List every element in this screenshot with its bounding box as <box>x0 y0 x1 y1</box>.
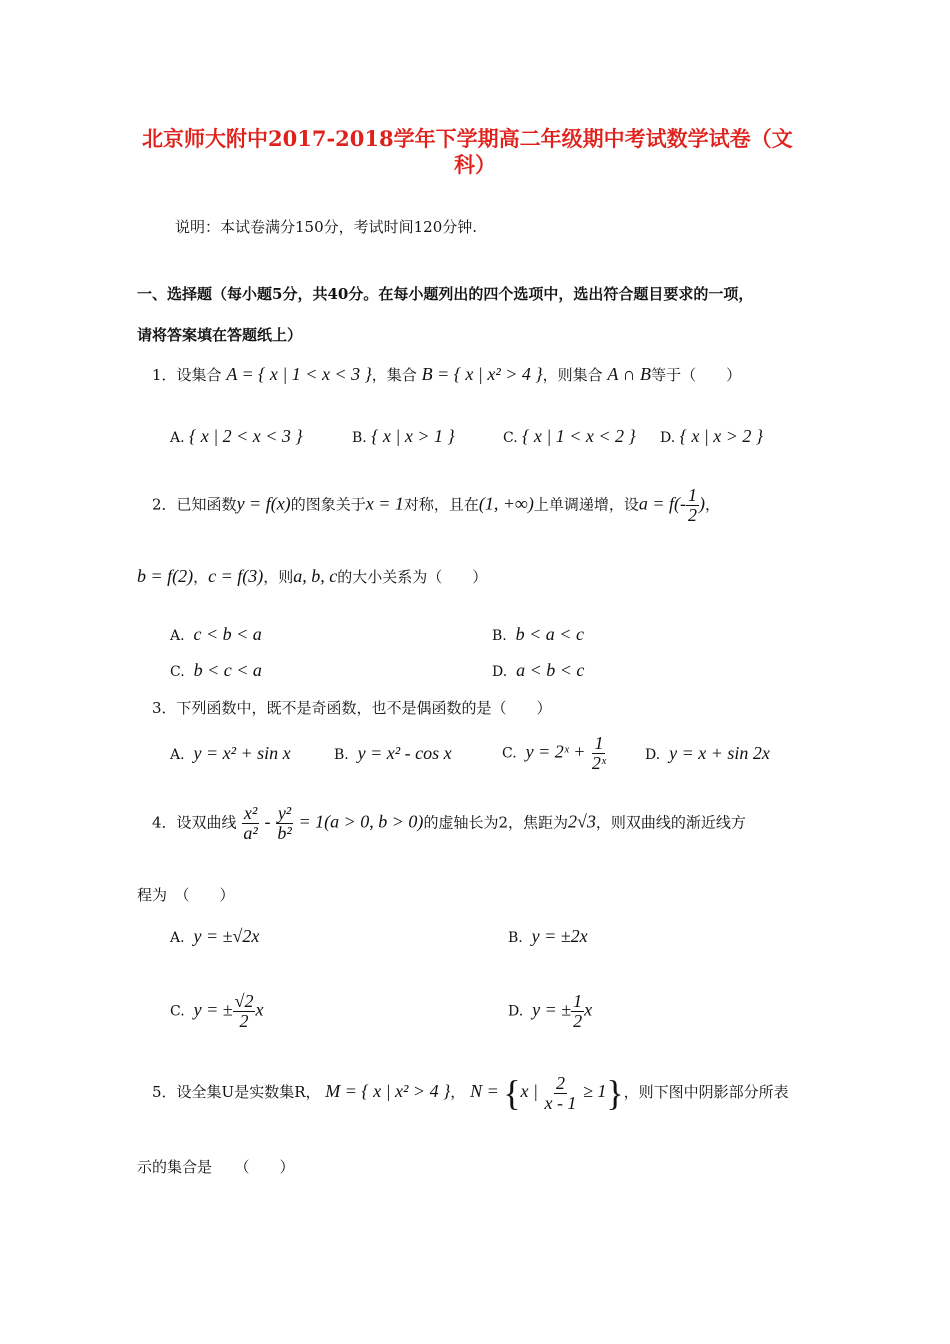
option-math: y = ±2x <box>531 926 588 946</box>
question-text: ，则集合 <box>542 366 603 384</box>
math-fraction: $\frac{1}{2}$ <box>687 485 697 525</box>
option-label: C. <box>502 745 517 762</box>
question-number: 3． <box>152 699 177 717</box>
question-4-cont: 程为 （ ） <box>137 886 235 904</box>
question-text: 的图象关于 <box>290 495 366 514</box>
option-math: b < a < c <box>515 624 584 644</box>
math-c-def: c = f(3) <box>208 566 264 586</box>
math-fraction: $\frac{\text{y²}}{\text{b²}}$ <box>277 803 292 843</box>
option-math: { x | 1 < x < 2 } <box>522 426 636 446</box>
option-math: y = x² - cos x <box>357 743 452 763</box>
option-label: D. <box>492 664 508 680</box>
option-label: B. <box>334 747 349 763</box>
option-math: { x | x > 1 } <box>371 426 455 446</box>
question-number: 2． <box>152 495 177 514</box>
option-label: C. <box>170 1003 185 1020</box>
math-fraction: $\frac{1}{2}$ <box>573 991 583 1031</box>
question-text: 对称，且在 <box>403 495 479 514</box>
question-1 <box>152 364 741 385</box>
option-d <box>645 743 770 764</box>
option-label: C. <box>503 430 518 446</box>
math-expression: A ∩ B <box>607 364 652 384</box>
option-math: { x | x > 2 } <box>679 426 764 446</box>
question-5-cont: 示的集合是 （ ） <box>137 1158 295 1176</box>
math-axis: x = 1 <box>365 493 404 514</box>
question-2: 2．已知函数y = f(x)的图象关于x = 1对称，且在(1, +∞)上单调递增，设a = f(- $\frac{1}{2}$ )， <box>152 485 720 525</box>
option-math: { x | 2 < x < 3 } <box>189 426 303 446</box>
math-set-a: A = { x | 1 < x < 3 } <box>226 364 372 384</box>
option-math: b < c < a <box>193 660 262 680</box>
option-b <box>334 743 452 764</box>
section-heading-line1: 一、选择题（每小题5分，共40分。在每小题列出的四个选项中，选出符合题目要求的一项， <box>137 285 754 303</box>
option-math: c < b < a <box>193 624 262 644</box>
option-label: D. <box>660 430 676 446</box>
option-c <box>170 660 262 681</box>
page-title-line1: 北京师大附中2017-2018学年下学期高二年级期中考试数学试卷（文 <box>142 126 793 151</box>
math-interval: (1, +∞) <box>478 493 534 514</box>
option-d: D. y = ± $\frac{1}{2}$ x <box>508 991 593 1031</box>
option-a <box>170 426 303 447</box>
option-c <box>502 734 608 773</box>
math-fraction: $\frac{1}{\text{2ˣ}}$ <box>591 733 606 773</box>
option-label: A. <box>170 628 185 644</box>
math-equation: = 1(a > 0, b > 0) <box>298 811 424 832</box>
option-c: C. y = ± $\frac{√2}{2}$ x <box>170 991 264 1031</box>
math-set-b: B = { x | x² > 4 } <box>421 364 543 384</box>
question-text: 下列函数中，既不是奇函数，也不是偶函数的是（ ） <box>176 699 552 717</box>
option-math: y = x + sin 2x <box>669 743 770 763</box>
question-text: ，则双曲线的渐近线方 <box>595 813 746 832</box>
math-focal: 2√3 <box>567 811 596 832</box>
option-b <box>352 426 455 447</box>
option-a <box>170 743 291 764</box>
exam-note: 说明：本试卷满分150分，考试时间120分钟. <box>175 218 478 236</box>
option-a <box>170 624 262 645</box>
option-label: B. <box>352 430 367 446</box>
question-text: 设集合 <box>176 366 222 384</box>
option-label: D. <box>508 1003 524 1020</box>
question-text: 等于（ ） <box>651 366 742 384</box>
option-label: C. <box>170 664 185 680</box>
option-label: A. <box>170 430 185 446</box>
section-heading-line2: 请将答案填在答题纸上） <box>137 326 303 344</box>
question-5: 5．设全集U是实数集R， M = { x | x² > 4 }， N = {x | $\frac{2}{x - 1}$ ≥ 1}，则下图中阴影部分所表 <box>152 1072 789 1113</box>
option-d <box>660 426 763 447</box>
math-a-def: a = f(- <box>638 493 686 514</box>
option-math: y = x² + sin x <box>193 743 291 763</box>
math-set-m: M = { x | x² > 4 } <box>325 1081 451 1102</box>
option-label: A. <box>170 930 185 946</box>
question-text: 设双曲线 <box>176 813 237 832</box>
question-text: 的虚轴长为2，焦距为 <box>423 813 568 832</box>
math-set-n: N = {x | $\frac{2}{x - 1}$ ≥ 1} <box>470 1072 624 1113</box>
question-number: 4． <box>152 813 177 832</box>
option-c <box>503 426 636 447</box>
question-3 <box>152 697 552 718</box>
question-number: 1． <box>152 366 177 384</box>
question-text: 设全集U是实数集R， <box>176 1083 321 1102</box>
question-text: ，集合 <box>371 366 417 384</box>
option-b <box>492 624 584 645</box>
math-function: y = f(x) <box>236 493 291 514</box>
math-variables: a, b, c <box>293 566 338 586</box>
option-label: D. <box>645 747 661 763</box>
option-label: B. <box>508 930 523 946</box>
option-d <box>492 660 584 681</box>
option-a <box>170 926 259 947</box>
question-4: 4．设双曲线 $\frac{\text{x²}}{\text{a²}}$ - $\frac{\text{y²}}{\text{b²}}$ = 1(a > 0, b > 0)的虚轴长为2，焦距为2√3，则双曲线的渐近线方 <box>152 803 746 843</box>
option-label: A. <box>170 747 185 763</box>
option-math: y = ±√2x <box>193 926 260 946</box>
page-title-line2: 科） <box>454 152 496 177</box>
option-b <box>508 926 588 947</box>
math-fraction: $\frac{\text{x²}}{\text{a²}}$ <box>243 803 258 843</box>
math-fraction: $\frac{√2}{2}$ <box>234 991 254 1031</box>
math-b-def: b = f(2) <box>137 566 194 586</box>
question-number: 5． <box>152 1083 177 1102</box>
question-text: 上单调递增，设 <box>533 495 639 514</box>
question-2-cont: b = f(2)，c = f(3)，则a, b, c的大小关系为（ ） <box>137 566 488 586</box>
option-math: y = 2ˣ + <box>525 741 586 762</box>
option-math: a < b < c <box>516 660 585 680</box>
question-text: 已知函数 <box>176 495 237 514</box>
question-text: ，则下图中阴影部分所表 <box>623 1083 789 1102</box>
option-label: B. <box>492 628 507 644</box>
